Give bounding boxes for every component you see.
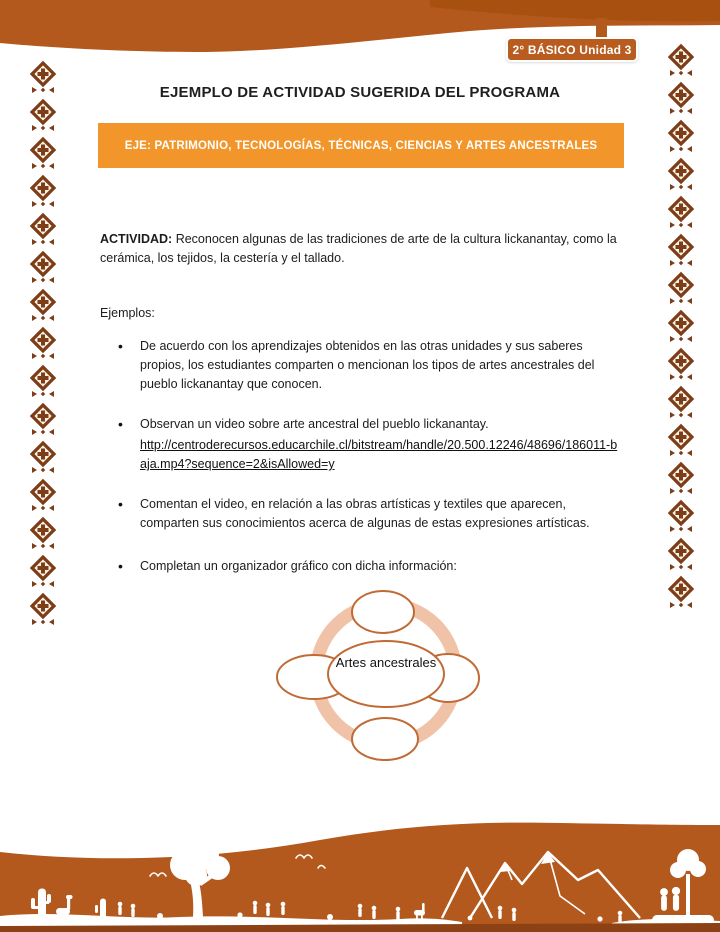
- bullet-text: Observan un video sobre arte ancestral del pueblo lickanantay.: [140, 417, 489, 431]
- activity-paragraph: [100, 230, 622, 268]
- graphic-organizer: [250, 570, 530, 780]
- activity-text: Reconocen algunas de las tradiciones de arte de la cultura lickanantay, como la cerámica, los tejidos, la cestería y el tallado.: [100, 232, 617, 265]
- list-item: [100, 495, 622, 533]
- activity-label: ACTIVIDAD:: [100, 232, 173, 246]
- bullet-text: De acuerdo con los aprendizajes obtenidos en las otras unidades y sus saberes propios, los estudiantes comparten o mencionan los tipos de artes ancestrales del pueblo lickanantay que conocen.: [140, 339, 595, 391]
- page-title: EJEMPLO DE ACTIVIDAD SUGERIDA DEL PROGRAMA: [159, 84, 561, 101]
- list-item: [100, 415, 622, 474]
- textile-border-pattern-left: [30, 55, 56, 625]
- textile-border-pattern-right: [668, 38, 694, 612]
- body-content: [100, 230, 622, 597]
- organizer-node-center: [328, 641, 444, 707]
- unit-badge: 2° BÁSICO Unidad 3: [506, 37, 638, 62]
- organizer-node-top: [352, 591, 414, 633]
- examples-list: [100, 337, 622, 576]
- organizer-center-label: Artes ancestrales: [335, 655, 437, 670]
- examples-heading: Ejemplos:: [100, 306, 155, 320]
- organizer-node-bottom: [352, 718, 418, 760]
- list-item: [100, 337, 622, 394]
- video-link[interactable]: http://centroderecursos.educarchile.cl/bitstream/handle/20.500.12246/48696/186011-baja.mp4?sequence=2&isAllowed=y: [140, 438, 618, 471]
- bullet-text: Completan un organizador gráfico con dicha información:: [140, 559, 457, 573]
- landscape-illustration: [0, 818, 720, 932]
- eje-banner: EJE: PATRIMONIO, TECNOLOGÍAS, TÉCNICAS, CIENCIAS Y ARTES ANCESTRALES: [98, 123, 624, 168]
- organizer-shapes: [250, 570, 530, 780]
- bullet-text: Comentan el video, en relación a las obras artísticas y textiles que aparecen, comparten sus conocimientos acerca de algunas de estas expresiones artísticas.: [140, 497, 590, 530]
